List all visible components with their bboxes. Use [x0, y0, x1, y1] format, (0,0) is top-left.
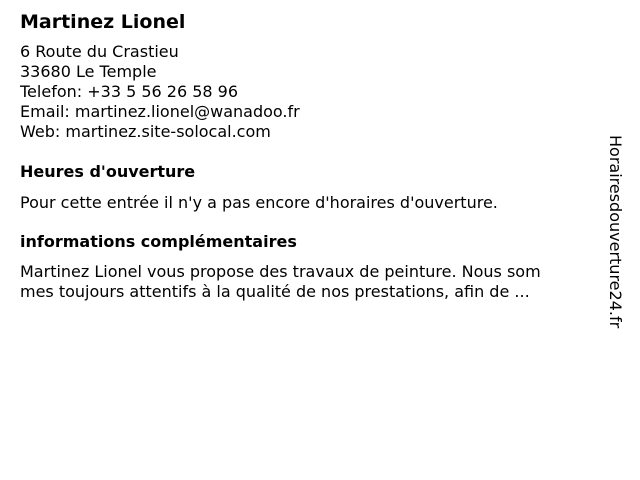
phone-number[interactable]: Telefon: +33 5 56 26 58 96: [20, 82, 239, 101]
website-link[interactable]: Web: martinez.site-solocal.com: [20, 122, 271, 141]
business-name: Martinez Lionel: [20, 11, 186, 33]
address-city: 33680 Le Temple: [20, 62, 157, 81]
contact-block: [20, 42, 600, 142]
business-card: [20, 10, 600, 302]
opening-hours-text: Pour cette entrée il n'y a pas encore d'horaires d'ouverture.: [20, 193, 498, 212]
additional-info-heading: informations complémentaires: [20, 232, 297, 251]
email-address[interactable]: Email: martinez.lionel@wanadoo.fr: [20, 102, 300, 121]
address-street: 6 Route du Crastieu: [20, 42, 179, 61]
additional-info-text: Martinez Lionel vous propose des travaux de peinture. Nous som mes toujours attentifs à la qualité de nos prestations, afin de ...: [20, 262, 541, 301]
opening-hours-heading: Heures d'ouverture: [20, 162, 196, 181]
site-brand-vertical[interactable]: Horairesdouverture24.fr: [606, 135, 625, 329]
